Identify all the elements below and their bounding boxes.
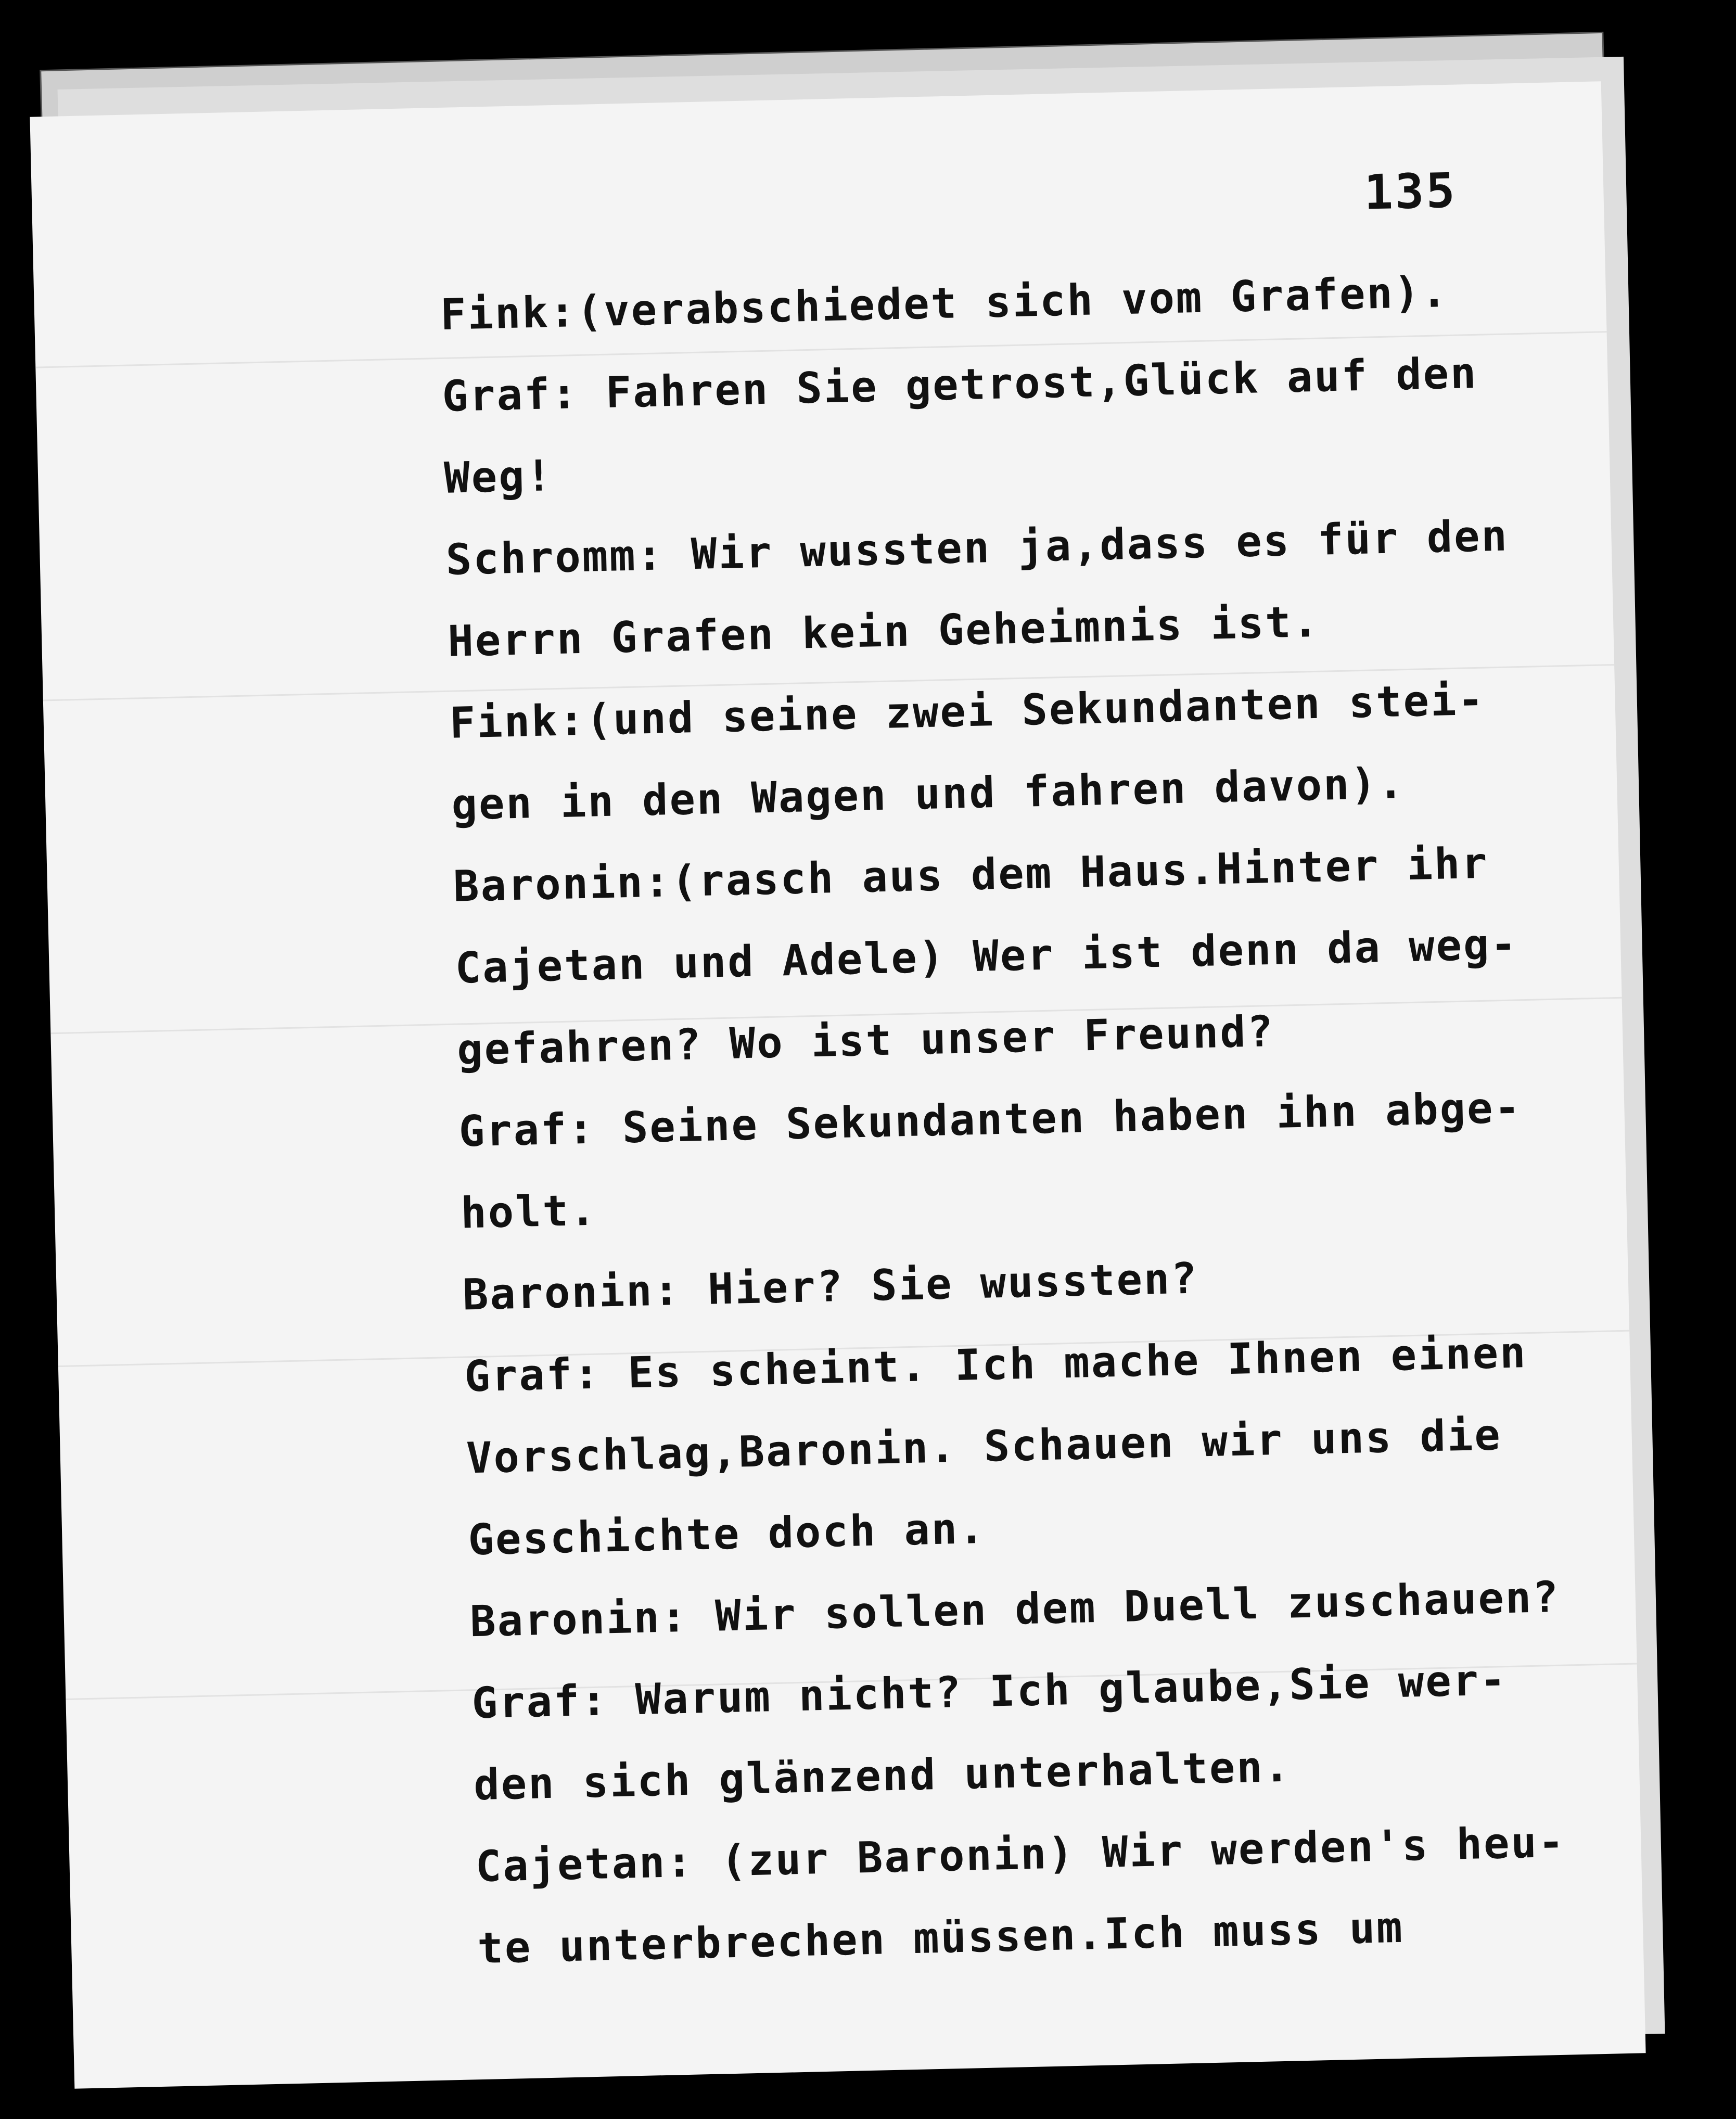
text-line: Graf: Fahren Sie getrost,Glück auf den [441,348,1478,422]
text-line: Weg! [443,451,554,503]
text-line: Cajetan und Adele) Wer ist denn da weg- [454,920,1518,993]
text-line: gefahren? Wo ist unser Freund? [456,1006,1275,1075]
typed-text [439,249,1571,1989]
text-line: Baronin: Wir sollen dem Duell zuschauen? [469,1572,1561,1647]
text-line: Schromm: Wir wussten ja,dass es für den [445,511,1509,585]
text-line: Cajetan: (zur Baronin) Wir werden's heu- [475,1817,1566,1892]
text-line: Graf: Seine Sekundanten haben ihn abge- [458,1083,1522,1157]
text-line: Geschichte doch an. [467,1503,987,1565]
text-line: Graf: Es scheint. Ich mache Ihnen einen [464,1328,1528,1402]
text-line: Fink:(und seine zwei Sekundanten stei- [449,675,1486,748]
text-line: den sich glänzend unterhalten. [473,1742,1292,1810]
text-line: Graf: Warum nicht? Ich glaube,Sie wer- [471,1655,1508,1729]
text-line: Herrn Grafen kein Geheimnis ist. [447,597,1320,667]
text-line: gen in den Wagen und fahren davon). [451,759,1406,830]
text-line: Fink:(verabschiedet sich vom Grafen). [440,267,1449,340]
page-number: 135 [1363,162,1458,221]
text-line: Vorschlag,Baronin. Schauen wir uns die [466,1410,1502,1484]
text-line: te unterbrechen müssen.Ich muss um [477,1903,1405,1974]
text-line: holt. [460,1185,598,1239]
text-line: Baronin:(rasch aus dem Haus.Hinter ihr [453,838,1489,912]
text-line: Baronin: Hier? Sie wussten? [462,1254,1199,1320]
typed-page [30,81,1645,2089]
